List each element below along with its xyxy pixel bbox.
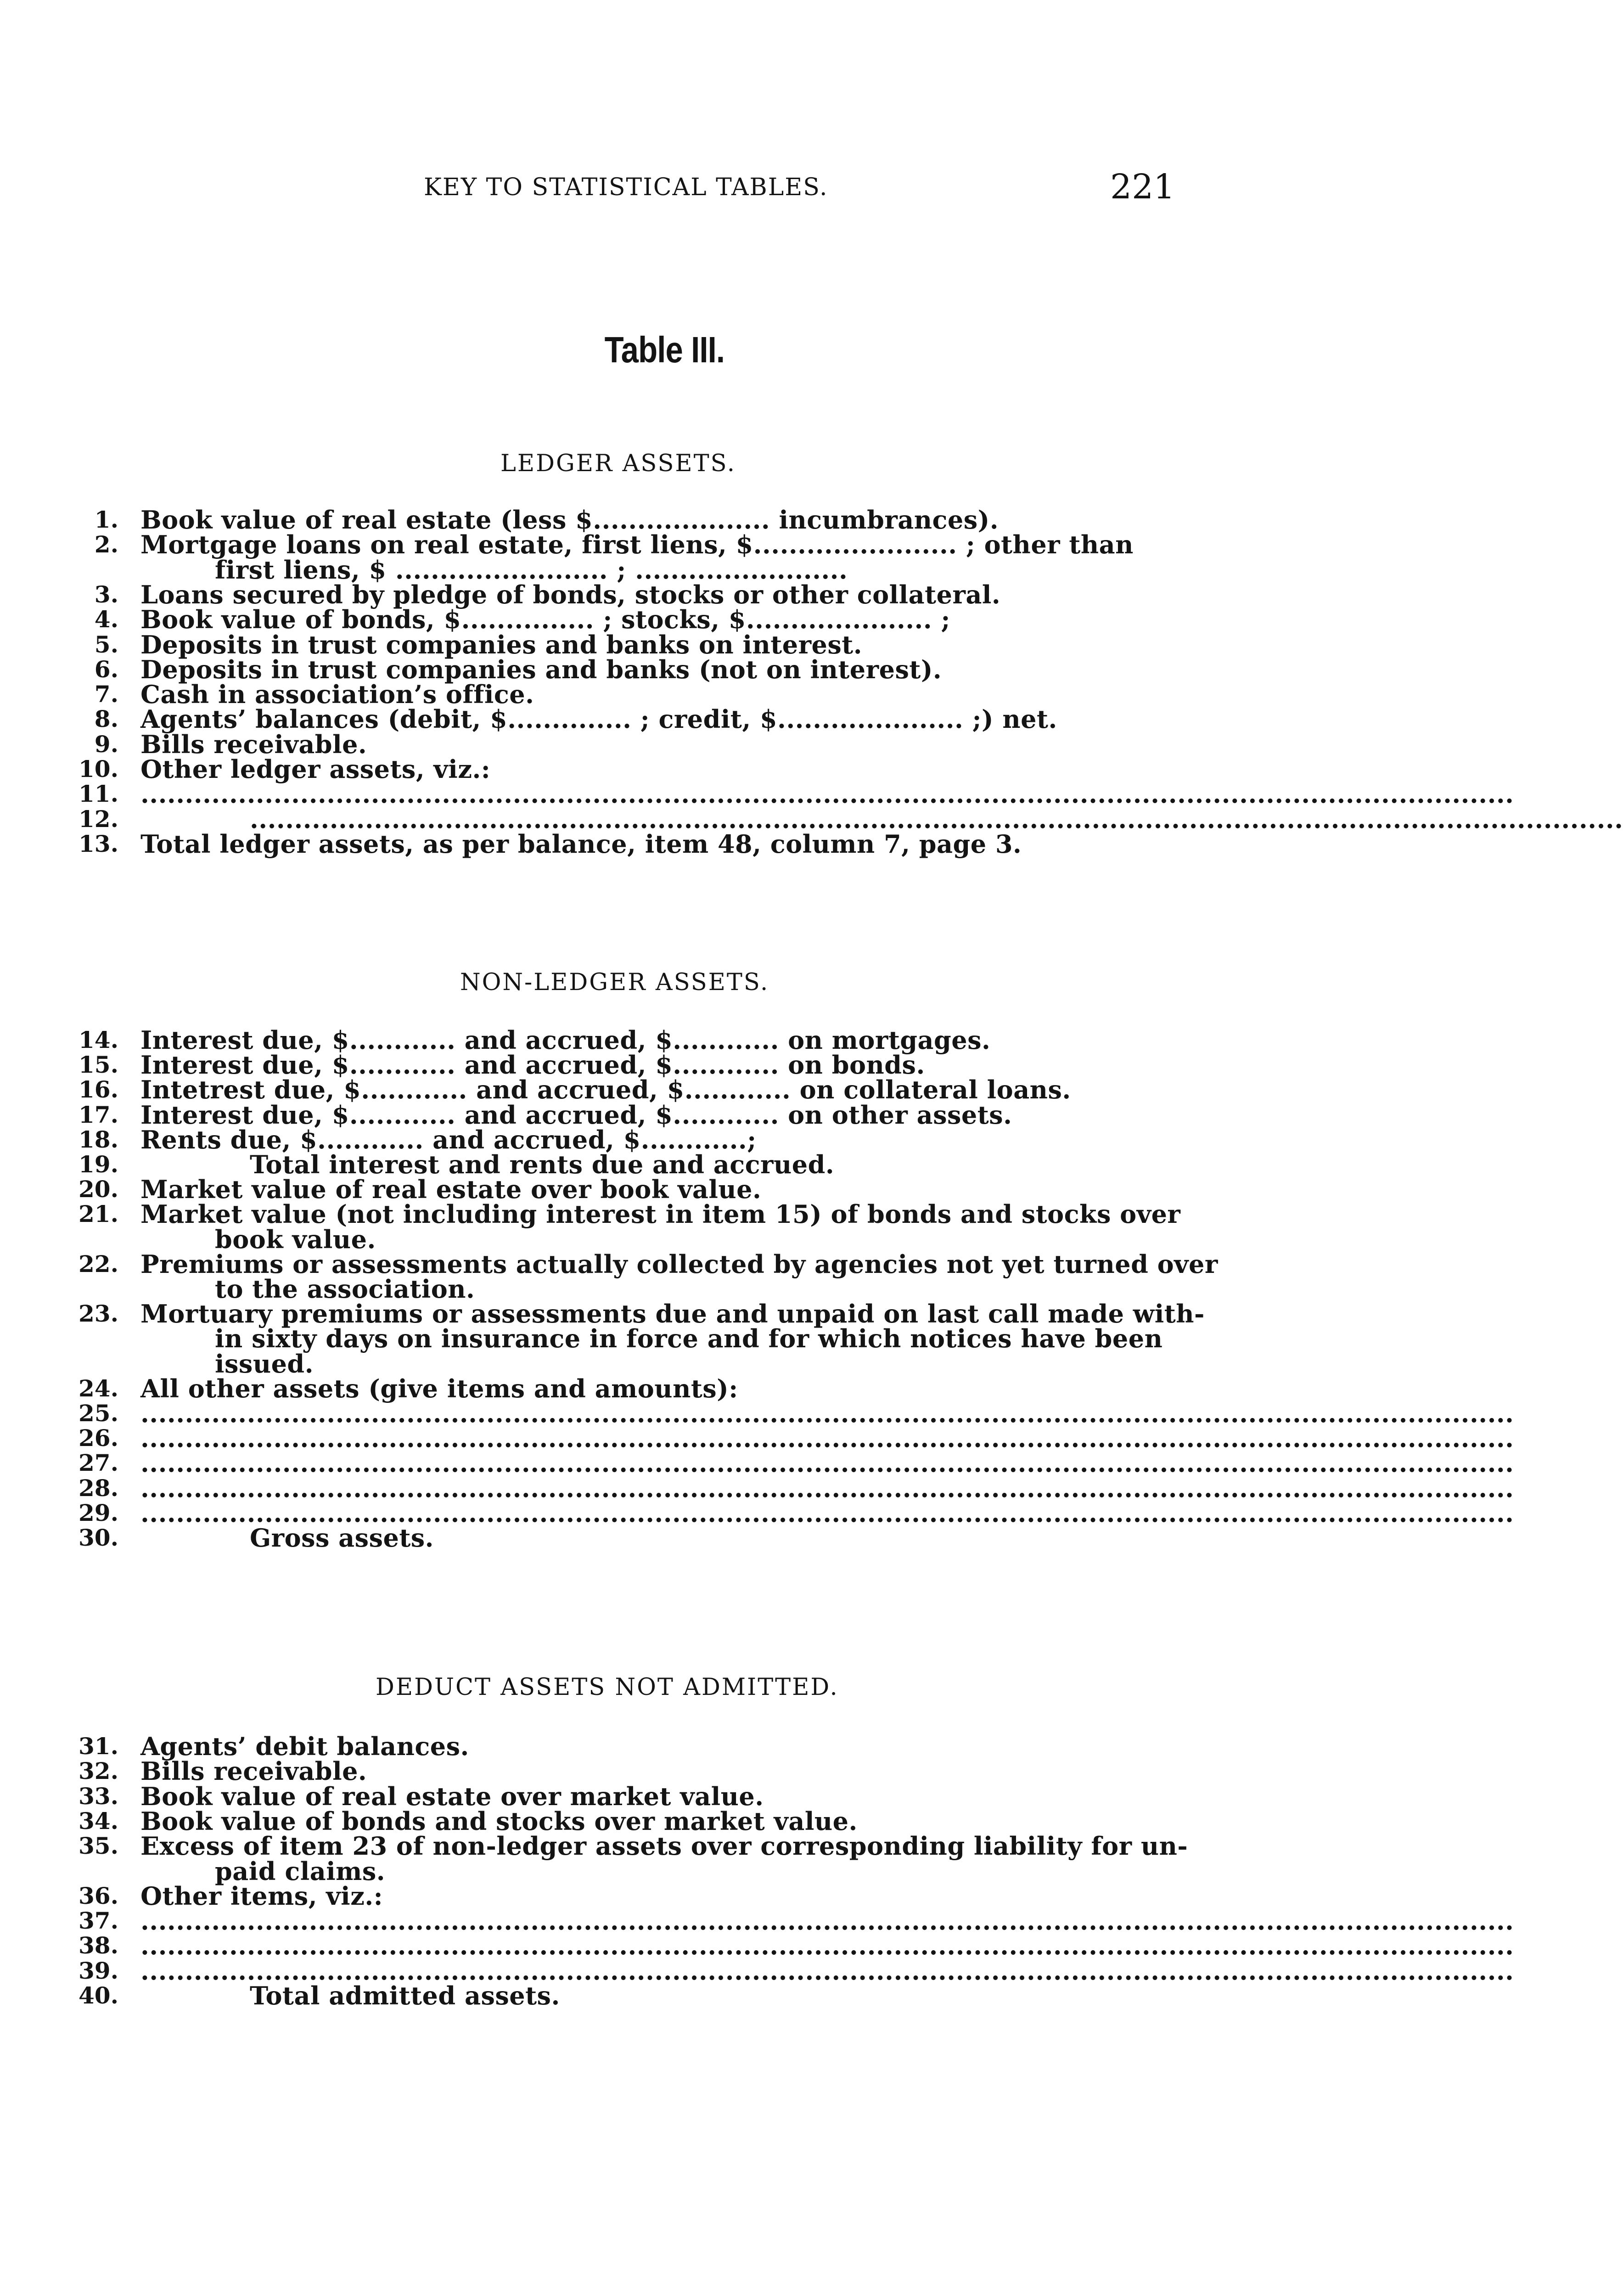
line-number: 15. <box>79 1051 118 1079</box>
line-text: ........................................................................................................................................................... <box>140 1956 1514 1986</box>
line-number: 39. <box>79 1957 118 1984</box>
line-item-4 <box>0 605 1341 635</box>
line-number: 8. <box>94 705 118 733</box>
line-text: Agents’ balances (debit, $.............. ; credit, $..................... ;) net. <box>140 704 1057 734</box>
line-text: Other ledger assets, viz.: <box>140 754 491 784</box>
line-text: Intetrest due, $............ and accrued, $............ on collateral loans. <box>140 1075 1071 1105</box>
line-item-continuation <box>0 1224 1341 1254</box>
line-item-16 <box>0 1075 1341 1105</box>
line-number: 4. <box>94 606 118 633</box>
line-item-15 <box>0 1050 1341 1080</box>
page-number: 221 <box>1110 167 1175 207</box>
line-item-36 <box>0 1881 1341 1911</box>
deduct-assets-heading: DEDUCT ASSETS NOT ADMITTED. <box>376 1674 839 1701</box>
line-text: ........................................................................................................................................................... <box>250 804 1623 834</box>
line-text: Other items, viz.: <box>140 1881 383 1911</box>
line-text: Book value of real estate (less $.................... incumbrances). <box>140 505 999 535</box>
line-item-19 <box>0 1152 1341 1177</box>
line-item-28 <box>0 1473 1514 1503</box>
line-text: Interest due, $............ and accrued, $............ on other assets. <box>140 1100 1012 1130</box>
line-text: to the association. <box>215 1274 475 1304</box>
line-item-14 <box>0 1025 1341 1055</box>
table-title: Table III. <box>604 329 725 370</box>
line-number: 14. <box>79 1026 118 1053</box>
line-number: 9. <box>94 730 118 758</box>
line-number: 29. <box>79 1499 118 1526</box>
line-item-continuation <box>0 1324 1341 1354</box>
line-item-31 <box>0 1734 1341 1759</box>
line-item-continuation <box>0 555 1341 585</box>
line-item-40 <box>0 1983 1341 2008</box>
line-text: Cash in association’s office. <box>140 680 534 709</box>
running-head <box>0 167 1341 210</box>
line-text: Rents due, $............ and accrued, $............; <box>140 1125 757 1154</box>
line-number: 18. <box>79 1125 118 1153</box>
line-number: 40. <box>79 1982 118 2009</box>
line-number: 25. <box>79 1400 118 1427</box>
line-text: Mortuary premiums or assessments due and unpaid on last call made with- <box>140 1299 1205 1329</box>
line-item-38 <box>0 1931 1514 1961</box>
line-item-35 <box>0 1831 1341 1861</box>
line-item-5 <box>0 632 1341 657</box>
line-number: 38. <box>79 1932 118 1959</box>
line-number: 10. <box>79 755 118 782</box>
line-item-1 <box>0 505 1341 535</box>
line-number: 23. <box>79 1300 118 1328</box>
line-number: 28. <box>79 1474 118 1502</box>
line-text: Gross assets. <box>250 1523 434 1553</box>
line-item-9 <box>0 729 1341 759</box>
line-text: Book value of bonds, $............... ; stocks, $..................... ; <box>140 605 950 635</box>
line-number: 32. <box>79 1757 118 1785</box>
line-number: 24. <box>79 1374 118 1402</box>
line-item-2 <box>0 530 1341 560</box>
line-number: 30. <box>79 1524 118 1551</box>
line-number: 13. <box>79 830 118 857</box>
line-text: ........................................................................................................................................................... <box>140 1498 1514 1528</box>
line-text: Total admitted assets. <box>250 1981 560 2010</box>
line-item-17 <box>0 1100 1341 1130</box>
line-text: ........................................................................................................................................................... <box>140 1399 1514 1428</box>
line-item-33 <box>0 1781 1341 1811</box>
line-text: book value. <box>215 1224 376 1254</box>
line-text: Agents’ debit balances. <box>140 1732 469 1761</box>
line-text: Total interest and rents due and accrued. <box>250 1150 835 1179</box>
line-number: 1. <box>94 506 118 533</box>
line-number: 22. <box>79 1250 118 1277</box>
line-text: Bills receivable. <box>140 729 367 759</box>
line-item-34 <box>0 1806 1341 1836</box>
line-item-continuation <box>0 1349 1341 1379</box>
line-text: All other assets (give items and amounts): <box>140 1373 738 1403</box>
line-number: 20. <box>79 1176 118 1203</box>
line-number: 35. <box>79 1832 118 1860</box>
line-text: Mortgage loans on real estate, first liens, $....................... ; other than <box>140 530 1134 560</box>
line-item-29 <box>0 1498 1514 1528</box>
line-item-continuation <box>0 1856 1341 1886</box>
line-number: 37. <box>79 1907 118 1935</box>
line-item-18 <box>0 1127 1341 1152</box>
line-item-24 <box>0 1373 1341 1403</box>
line-item-22 <box>0 1249 1341 1279</box>
line-number: 2. <box>94 531 118 558</box>
line-text: ........................................................................................................................................................... <box>140 1473 1514 1503</box>
line-item-25 <box>0 1399 1514 1428</box>
line-text: Total ledger assets, as per balance, item 48, column 7, page 3. <box>140 829 1022 859</box>
line-text: Premiums or assessments actually collected by agencies not yet turned over <box>140 1249 1218 1279</box>
line-text: ........................................................................................................................................................... <box>140 779 1514 809</box>
line-number: 26. <box>79 1424 118 1452</box>
line-number: 21. <box>79 1200 118 1228</box>
line-item-21 <box>0 1199 1341 1229</box>
line-text: Loans secured by pledge of bonds, stocks or other collateral. <box>140 580 1001 609</box>
line-item-11 <box>0 779 1514 809</box>
line-text: Deposits in trust companies and banks on interest. <box>140 630 863 659</box>
line-number: 6. <box>94 655 118 683</box>
line-item-23 <box>0 1299 1341 1329</box>
line-text: Market value of real estate over book value. <box>140 1175 762 1204</box>
line-number: 11. <box>79 780 118 808</box>
non-ledger-assets-heading: NON-LEDGER ASSETS. <box>460 969 769 996</box>
line-number: 31. <box>79 1733 118 1760</box>
line-number: 7. <box>94 681 118 708</box>
line-text: Interest due, $............ and accrued, $............ on mortgages. <box>140 1025 991 1055</box>
line-item-12 <box>0 804 1623 834</box>
line-text: ........................................................................................................................................................... <box>140 1424 1514 1453</box>
line-item-30 <box>0 1523 1341 1553</box>
line-number: 16. <box>79 1076 118 1103</box>
line-number: 19. <box>79 1151 118 1178</box>
line-text: paid claims. <box>215 1856 386 1886</box>
line-text: Market value (not including interest in item 15) of bonds and stocks over <box>140 1199 1181 1229</box>
line-item-27 <box>0 1448 1514 1478</box>
line-text: ........................................................................................................................................................... <box>140 1931 1514 1961</box>
line-text: issued. <box>215 1349 314 1379</box>
line-number: 5. <box>94 630 118 658</box>
line-text: first liens, $ ........................ ; ........................ <box>215 555 848 585</box>
line-item-10 <box>0 754 1341 784</box>
line-item-continuation <box>0 1274 1341 1304</box>
ledger-assets-heading: LEDGER ASSETS. <box>500 450 736 477</box>
line-text: ........................................................................................................................................................... <box>140 1906 1514 1936</box>
line-item-20 <box>0 1177 1341 1202</box>
line-item-32 <box>0 1756 1341 1786</box>
line-number: 34. <box>79 1807 118 1835</box>
line-item-7 <box>0 682 1341 707</box>
line-number: 27. <box>79 1449 118 1477</box>
line-item-37 <box>0 1906 1514 1936</box>
line-number: 12. <box>79 805 118 833</box>
line-number: 17. <box>79 1101 118 1128</box>
line-item-3 <box>0 582 1341 607</box>
line-item-8 <box>0 704 1341 734</box>
line-number: 36. <box>79 1882 118 1909</box>
line-text: in sixty days on insurance in force and for which notices have been <box>215 1324 1163 1354</box>
line-item-26 <box>0 1424 1514 1453</box>
line-number: 3. <box>94 580 118 608</box>
line-item-13 <box>0 829 1341 859</box>
line-text: Bills receivable. <box>140 1756 367 1786</box>
line-text: ........................................................................................................................................................... <box>140 1448 1514 1478</box>
line-text: Deposits in trust companies and banks (not on interest). <box>140 654 942 684</box>
line-item-39 <box>0 1956 1514 1986</box>
line-text: Book value of bonds and stocks over market value. <box>140 1806 858 1836</box>
line-number: 33. <box>79 1782 118 1810</box>
line-text: Interest due, $............ and accrued, $............ on bonds. <box>140 1050 925 1080</box>
running-title: KEY TO STATISTICAL TABLES. <box>424 174 828 201</box>
line-item-6 <box>0 654 1341 684</box>
line-text: Excess of item 23 of non-ledger assets over corresponding liability for un- <box>140 1831 1188 1861</box>
line-text: Book value of real estate over market value. <box>140 1781 764 1811</box>
